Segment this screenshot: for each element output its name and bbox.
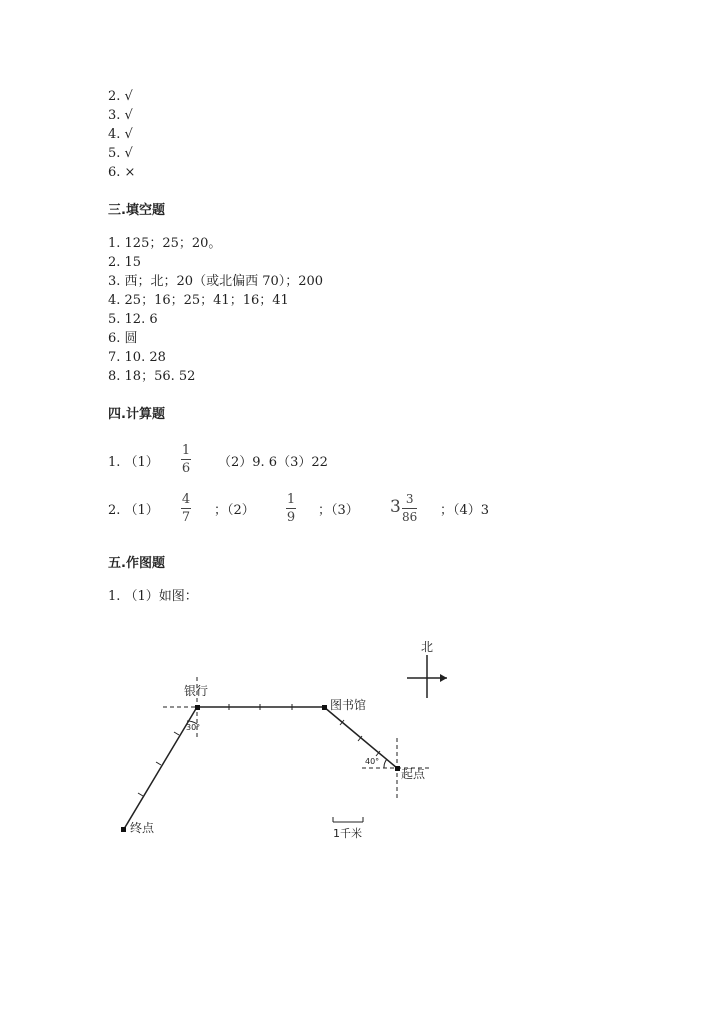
section3-title: 三.填空题 (108, 203, 165, 218)
start-angle-arc (384, 759, 387, 768)
route-diagram (0, 630, 720, 890)
start-angle-label: 40° (365, 757, 380, 766)
fill-item-6: 6. 圆 (108, 331, 138, 346)
bank-angle-label: 30° (186, 723, 201, 732)
fraction-numerator: 1 (286, 492, 296, 507)
calc-q1-fraction (181, 443, 191, 476)
scale-label: 1千米 (333, 827, 362, 840)
library-label: 图书馆 (330, 698, 367, 712)
calc-q2-fraction-1 (181, 492, 191, 525)
calc-q1-prefix: 1. （1） (108, 455, 159, 470)
judgment-item-2: 2. √ (108, 89, 133, 104)
calc-q2-sep-1: ；（2） (214, 503, 255, 518)
start-point (395, 766, 400, 771)
north-compass (407, 655, 447, 698)
calc-q2-prefix: 2. （1） (108, 503, 159, 518)
scale-bar (333, 817, 363, 822)
calc-q2-mixed-fraction (402, 492, 417, 525)
fraction-denominator: 6 (181, 461, 191, 476)
calc-q2-mixed-whole: 3 (390, 497, 401, 517)
fill-item-2: 2. 15 (108, 255, 142, 270)
section4-title: 四.计算题 (108, 407, 165, 422)
section5-title: 五.作图题 (108, 556, 165, 571)
fill-item-4: 4. 25；16；25；41；16；41 (108, 293, 289, 308)
calc-q1-suffix: （2）9. 6（3）22 (218, 455, 328, 470)
judgment-item-4: 4. √ (108, 127, 133, 142)
judgment-item-6: 6. × (108, 165, 136, 180)
fraction-numerator: 1 (181, 443, 191, 458)
start-label: 起点 (401, 767, 426, 781)
fraction-bar (181, 508, 191, 509)
library-point (322, 705, 327, 710)
route-path (124, 707, 397, 829)
fraction-bar (181, 459, 191, 460)
fill-item-7: 7. 10. 28 (108, 350, 166, 365)
fraction-denominator: 7 (181, 510, 191, 525)
drawing-q1-label: 1. （1）如图： (108, 589, 198, 604)
fill-item-1: 1. 125；25；20。 (108, 236, 222, 251)
fraction-denominator: 9 (286, 510, 296, 525)
calc-q2-sep-2: ；（3） (318, 503, 359, 518)
judgment-item-3: 3. √ (108, 108, 133, 123)
calc-q2-sep-3: ；（4）3 (440, 503, 490, 518)
fill-item-8: 8. 18；56. 52 (108, 369, 196, 384)
north-label: 北 (421, 640, 434, 654)
end-point (121, 827, 126, 832)
fraction-bar (286, 508, 296, 509)
end-label: 终点 (130, 821, 155, 835)
bank-label: 银行 (184, 684, 209, 698)
fraction-denominator: 86 (402, 510, 418, 524)
fill-item-5: 5. 12. 6 (108, 312, 158, 327)
fraction-bar (402, 508, 417, 509)
judgment-item-5: 5. √ (108, 146, 133, 161)
fill-item-3: 3. 西；北；20（或北偏西 70）；200 (108, 274, 324, 289)
route-ticks (138, 704, 380, 796)
fraction-numerator: 4 (181, 492, 191, 507)
calc-q2-fraction-2 (286, 492, 296, 525)
bank-point (195, 705, 200, 710)
fraction-numerator: 3 (405, 492, 414, 506)
